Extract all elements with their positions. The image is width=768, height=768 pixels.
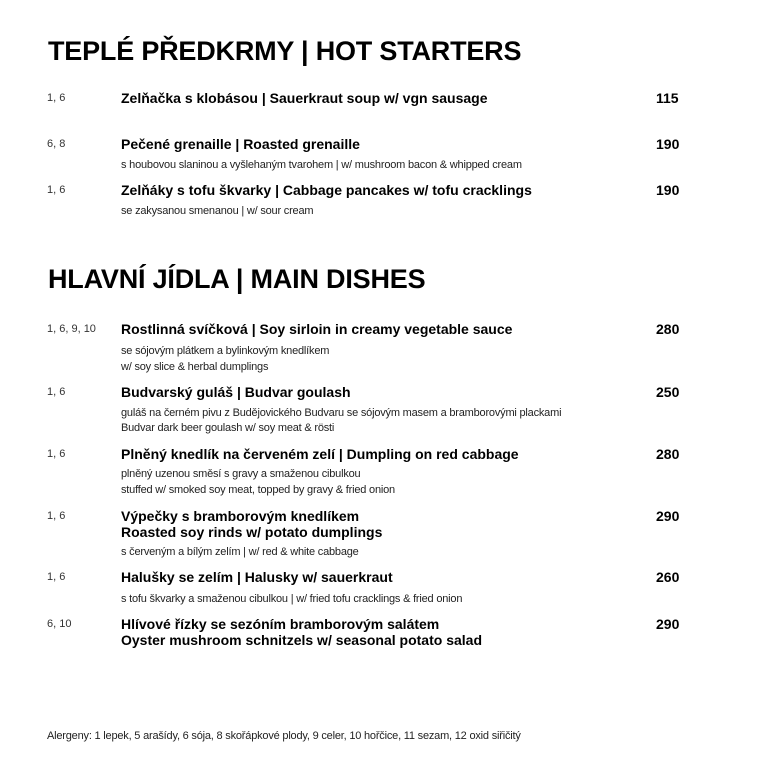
dish-price: 290 <box>656 508 680 524</box>
dish-description: se zakysanou smenanou | w/ sour cream <box>121 205 314 217</box>
allergen-codes: 1, 6 <box>47 448 66 460</box>
dish-description-en: stuffed w/ smoked soy meat, topped by gravy & fried onion <box>121 484 395 496</box>
dish-name-en: Oyster mushroom schnitzels w/ seasonal potato salad <box>121 632 482 648</box>
dish-name: Halušky se zelím | Halusky w/ sauerkraut <box>121 569 393 585</box>
dish-name-en: Roasted soy rinds w/ potato dumplings <box>121 524 383 540</box>
allergen-codes: 1, 6, 9, 10 <box>47 323 96 335</box>
dish-price: 260 <box>656 569 680 585</box>
allergen-codes: 1, 6 <box>47 92 66 104</box>
dish-description: s červeným a bílým zelím | w/ red & white cabbage <box>121 546 359 558</box>
allergen-codes: 1, 6 <box>47 386 66 398</box>
allergen-codes: 1, 6 <box>47 510 66 522</box>
dish-description-en: Budvar dark beer goulash w/ soy meat & rösti <box>121 422 335 434</box>
dish-price: 280 <box>656 446 680 462</box>
dish-name: Rostlinná svíčková | Soy sirloin in creamy vegetable sauce <box>121 321 513 337</box>
dish-name: Zelňáky s tofu škvarky | Cabbage pancakes w/ tofu cracklings <box>121 182 532 198</box>
dish-description-cz: se sójovým plátkem a bylinkovým knedlíkem <box>121 345 330 357</box>
allergens-footnote: Alergeny: 1 lepek, 5 arašídy, 6 sója, 8 skořápkové plody, 9 celer, 10 hořčice, 11 sezam, 12 oxid siřičitý <box>47 730 521 742</box>
dish-name: Zelňačka s klobásou | Sauerkraut soup w/ vgn sausage <box>121 90 488 106</box>
dish-description: s tofu škvarky a smaženou cibulkou | w/ fried tofu cracklings & fried onion <box>121 593 463 605</box>
allergen-codes: 1, 6 <box>47 184 66 196</box>
dish-name: Plněný knedlík na červeném zelí | Dumpling on red cabbage <box>121 446 519 462</box>
allergen-codes: 6, 10 <box>47 618 72 630</box>
dish-price: 115 <box>656 90 679 106</box>
dish-name: Pečené grenaille | Roasted grenaille <box>121 136 360 152</box>
dish-name: Výpečky s bramborovým knedlíkem <box>121 508 360 524</box>
allergen-codes: 1, 6 <box>47 571 66 583</box>
allergen-codes: 6, 8 <box>47 138 66 150</box>
dish-price: 190 <box>656 136 680 152</box>
dish-description-cz: plněný uzenou směsí s gravy a smaženou cibulkou <box>121 468 361 480</box>
dish-description-en: w/ soy slice & herbal dumplings <box>121 361 269 373</box>
dish-price: 280 <box>656 321 680 337</box>
dish-price: 250 <box>656 384 680 400</box>
dish-price: 290 <box>656 616 680 632</box>
dish-price: 190 <box>656 182 680 198</box>
section-title-starters: TEPLÉ PŘEDKRMY | HOT STARTERS <box>48 36 522 66</box>
section-title-mains: HLAVNÍ JÍDLA | MAIN DISHES <box>48 264 426 294</box>
dish-description: s houbovou slaninou a vyšlehaným tvarohem | w/ mushroom bacon & whipped cream <box>121 159 522 171</box>
dish-name: Hlívové řízky se sezóním bramborovým salátem <box>121 616 440 632</box>
dish-description-cz: guláš na černém pivu z Budějovického Budvaru se sójovým masem a bramborovými plackami <box>121 407 562 419</box>
dish-name: Budvarský guláš | Budvar goulash <box>121 384 351 400</box>
